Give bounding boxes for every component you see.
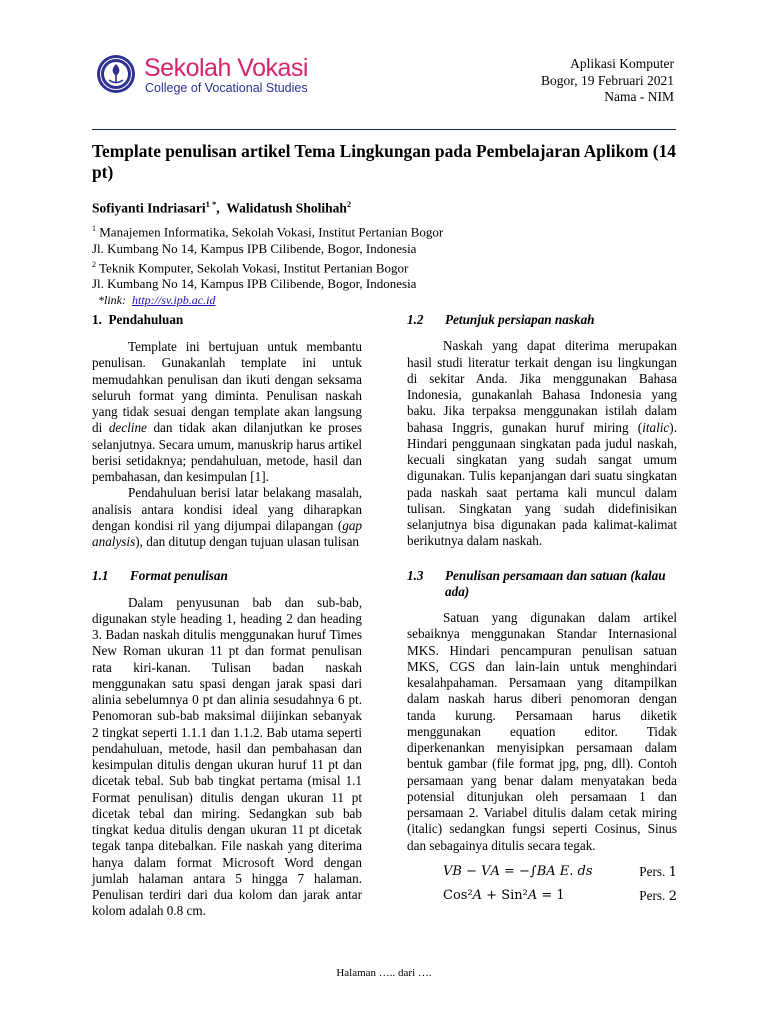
affiliation-text: Jl. Kumbang No 14, Kampus IPB Cilibende, Bogor, Indonesia xyxy=(92,276,417,292)
name-nim: Nama - NIM xyxy=(604,89,674,104)
affiliation-text: Jl. Kumbang No 14, Kampus IPB Cilibende, Bogor, Indonesia xyxy=(92,240,417,256)
page-header xyxy=(96,52,674,112)
affiliation-marker: 1 xyxy=(92,224,96,233)
subsection-heading-petunjuk xyxy=(407,312,677,328)
paragraph: Naskah yang dapat diterima merupakan hasil studi literatur terkait dengan isu lingkungan di sekitar Anda. Jika menggunakan Bahasa Indonesia, gunakanlah Bahasa Indonesia yang baku. Jika terpaksa menggunakan istilah dalam bahasa Inggris, gunakan huruf miring (italic). Hindari penggunaan singkatan pada judul naskah, kecuali singkatan yang sudah sangat umum digunakan. Tulis kepanjangan dari suatu singkatan pada naskah saat pertama kali muncul dalam tulisan. Singkatan yang sudah didefinisikan selanjutnya bisa digunakan pada kalimat-kalimat berikutnya dalam naskah. xyxy=(407,338,677,549)
page-footer: Halaman ….. dari …. xyxy=(336,967,432,979)
subsection-title: Format penulisan xyxy=(130,568,228,584)
header-info xyxy=(541,56,674,106)
paragraph: Satuan yang digunakan dalam artikel sebaiknya menggunakan Standar Internasional MKS. Hindari pencampuran penulisan satuan MKS, CGS dan lain-lain untuk menghindari kesalahpahaman. Persamaan yang ditampilkan dalam naskah harus diberi penomoran dengan tanda kurung. Persamaan harus diketik menggunakan equation editor. Tidak diperkenankan menyisipkan persamaan dalam bentuk gambar (file format jpg, png, dll). Contoh persamaan yang benar dalam menyatakan beda potensial ditunjukan oleh persamaan 1 dan persamaan 2. Variabel ditulis dalam cetak miring (italic) sedangkan fungsi seperti Cosinus, Sinus dan sebagainya ditulis secara tegak. xyxy=(407,610,677,853)
equation-1: 𝑉𝐵 − 𝑉𝐴 = −∫𝐵𝐴 𝐸. 𝑑𝑠 xyxy=(443,863,593,879)
author-1: Sofiyanti Indriasari xyxy=(92,200,206,216)
equation-row xyxy=(407,862,677,886)
website-link[interactable]: http://sv.ipb.ac.id xyxy=(132,293,216,308)
paragraph: Dalam penyusunan bab dan sub-bab, digunakan style heading 1, heading 2 dan heading 3. Badan naskah ditulis menggunakan huruf Times New Roman ukuran 11 pt dan format penulisan rata kiri-kanan. Tulisan badan naskah menggunakan satu spasi dengan jarak spasi dari alinia sebelumnya 0 pt dan alinia sesudahnya 6 pt. Penomoran sub-bab maksimal diijinkan sebanyak 2 tingkat seperti 1.1.1 dan 1.1.2. Bab utama seperti pendahuluan, metode, hasil dan pembahasan dan kesimpulan ditulis dengan ukuran huruf 11 pt dan dicetak tebal. Sub bab tingkat pertama (misal 1.1 Format penulisan) ditulis dengan ukuran 11 pt dicetak tebal dan miring. Sedangkan sub bab tingkat kedua ditulis dengan ukuran 11 pt dicetak tegak tanpa ditebalkan. File naskah yang diterima hanya dalam format Microsoft Word dengan jumlah halaman antara 5 hingga 7 halaman. Penulisan terdiri dari dua kolom dan jarak antar kolom adalah 0.8 cm. xyxy=(92,594,362,919)
subsection-title: Petunjuk persiapan naskah xyxy=(445,312,595,327)
subsection-heading-persamaan xyxy=(407,568,677,601)
link-line xyxy=(92,292,443,308)
subsection-number: 1.1 xyxy=(92,568,109,584)
affiliation-text: Teknik Komputer, Sekolah Vokasi, Institut Pertanian Bogor xyxy=(99,260,409,276)
section-title: Pendahuluan xyxy=(108,312,184,327)
ipb-seal-logo xyxy=(96,54,136,94)
author-separator: , xyxy=(216,200,220,216)
subsection-number: 1.2 xyxy=(407,312,424,327)
author-line xyxy=(92,196,351,217)
subsection-heading-format xyxy=(92,568,362,584)
affiliation-marker: 2 xyxy=(92,259,96,269)
place-date: Bogor, 19 Februari 2021 xyxy=(541,72,674,88)
logo-subtitle: College of Vocational Studies xyxy=(145,81,308,95)
logo-title: Sekolah Vokasi xyxy=(144,54,308,82)
emphasis: italic xyxy=(642,419,670,435)
subsection-number: 1.3 xyxy=(407,567,424,583)
affiliation-line xyxy=(92,221,443,241)
equation-2: Cos²𝐴 + Sin²𝐴 = 1 xyxy=(443,887,565,903)
author-2: Walidatush Sholihah xyxy=(226,200,347,216)
affiliations xyxy=(92,221,443,309)
subsection-title: Penulisan persamaan dan satuan (kalau ada) xyxy=(445,567,666,599)
paragraph: Pendahuluan berisi latar belakang masalah, analisis antara kondisi ideal yang diharapkan dengan kondisi ril yang dijumpai dilapangan (gap analysis), dan ditutup dengan tujuan ulasan tulisan xyxy=(92,485,362,549)
emphasis: gap analysis xyxy=(92,517,362,549)
author-1-marker: 1 * xyxy=(205,199,217,209)
header-divider xyxy=(92,129,676,130)
affiliation-text: Manajemen Informatika, Sekolah Vokasi, Institut Pertanian Bogor xyxy=(99,224,444,240)
equation-row xyxy=(407,886,677,910)
affiliation-line xyxy=(92,276,443,292)
author-2-marker: 2 xyxy=(346,199,352,209)
affiliation-line xyxy=(92,241,443,257)
paragraph: Template ini bertujuan untuk membantu penulisan. Gunakanlah template ini untuk memudahkan penulisan dan ikuti dengan seksama seluruh format yang diminta. Penulisan naskah yang tidak sesuai dengan template akan langsung di decline dan tidak akan dilanjutkan ke proses selanjutnya. Secara umum, manuskrip harus artikel berisi setidaknya; pendahuluan, metode, hasil dan pembahasan, dan kesimpulan [1]. xyxy=(92,339,362,484)
left-column xyxy=(92,312,362,920)
link-label: *link: xyxy=(98,293,126,308)
course-name: Aplikasi Komputer xyxy=(570,56,674,71)
section-number: 1. xyxy=(92,312,102,327)
equation-label: Pers. 2 xyxy=(639,887,677,904)
section-heading-pendahuluan xyxy=(92,312,362,328)
article-title: Template penulisan artikel Tema Lingkungan pada Pembelajaran Aplikom (14 pt) xyxy=(92,141,676,182)
right-column xyxy=(407,312,677,910)
equation-label: Pers. 1 xyxy=(639,863,677,880)
affiliation-line xyxy=(92,257,443,277)
emphasis: decline xyxy=(108,420,147,436)
